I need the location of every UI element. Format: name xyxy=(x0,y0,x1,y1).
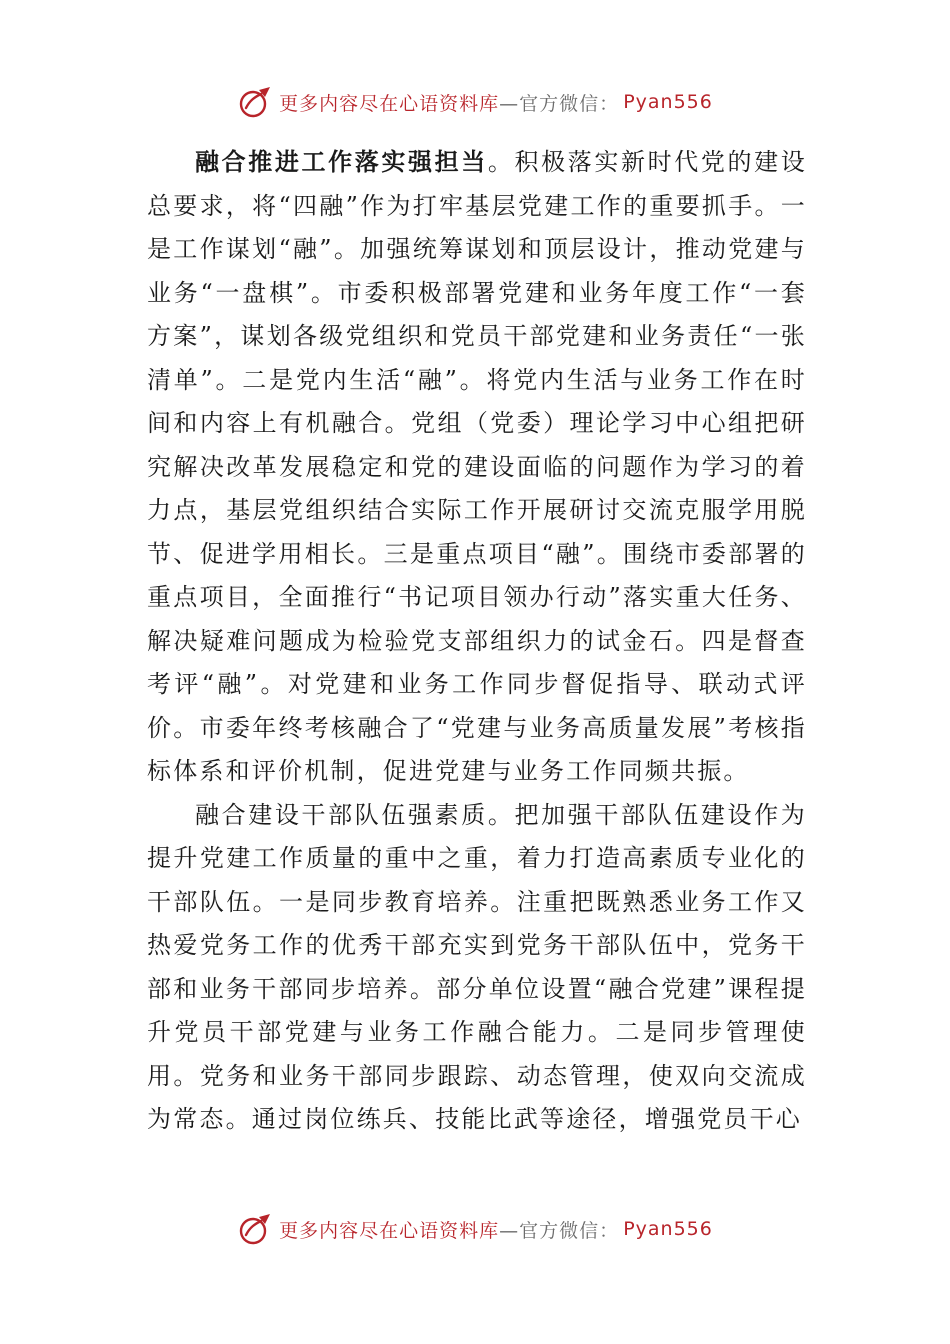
site-name: 更多内容尽在心语资料库 xyxy=(279,92,500,115)
pen-circle-logo-icon xyxy=(237,84,273,120)
pen-circle-logo-icon xyxy=(237,1211,273,1247)
document-body xyxy=(147,140,807,1142)
official-account-label: —官方微信： xyxy=(499,92,620,115)
paragraph-1-text: 。积极落实新时代党的建设总要求，将“四融”作为打牢基层党建工作的重要抓手。一是工作谋划“融”。加强统筹谋划和顶层设计，推动党建与业务“一盘棋”。市委积极部署党建和业务年度工作“一套方案”，谋划各级党组织和党员干部党建和业务责任“一张清单”。二是党内生活“融”。将党内生活与业务工作在时间和内容上有机融合。党组（党委）理论学习中心组把研究解决改革发展稳定和党的建设面临的问题作为学习的着力点，基层党组织结合实际工作开展研讨交流克服学用脱节、促进学用相长。三是重点项目“融”。围绕市委部署的重点项目，全面推行“书记项目领办行动”落实重大任务、解决疑难问题成为检验党支部组织力的试金石。四是督查考评“融”。对党建和业务工作同步督促指导、联动式评价。市委年终考核融合了“党建与业务高质量发展”考核指标体系和评价机制，促进党建与业务工作同频共振。 xyxy=(147,148,808,785)
paragraph-1-heading: 融合推进工作落实强担当 xyxy=(195,147,488,176)
official-account-label: —官方微信： xyxy=(499,1219,620,1242)
paragraph-2-text: 融合建设干部队伍强素质。把加强干部队伍建设作为提升党建工作质量的重中之重，着力打造高素质专业化的干部队伍。一是同步教育培养。注重把既熟悉业务工作又热爱党务工作的优秀干部充实到党务干部队伍中，党务干部和业务干部同步培养。部分单位设置“融合党建”课程提升党员干部党建与业务工作融合能力。二是同步管理使用。党务和业务干部同步跟踪、动态管理，使双向交流成为常态。通过岗位练兵、技能比武等途径，增强党员干心 xyxy=(147,800,807,1133)
paragraph-2 xyxy=(147,794,807,1142)
site-name: 更多内容尽在心语资料库 xyxy=(279,1219,500,1242)
wechat-id: Pyan556 xyxy=(623,1218,713,1240)
paragraph-1 xyxy=(147,140,807,794)
header-banner xyxy=(0,82,950,122)
footer-banner xyxy=(0,1209,950,1249)
wechat-id: Pyan556 xyxy=(623,91,713,113)
